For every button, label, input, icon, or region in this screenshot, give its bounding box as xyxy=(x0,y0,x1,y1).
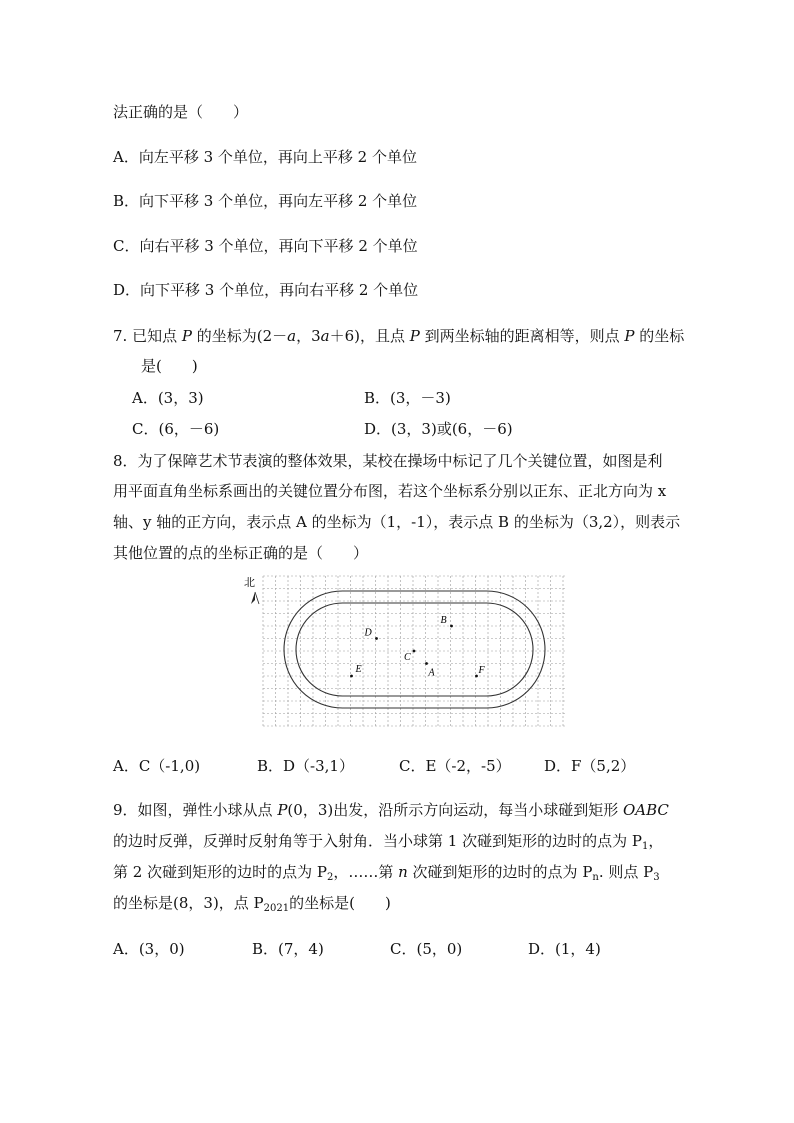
q7-text-1: 已知点 xyxy=(132,327,182,345)
q9-text-3c: 次碰到矩形的边时的点为 P xyxy=(407,863,593,881)
q7-text-2: 的坐标为(2－ xyxy=(191,327,288,345)
north-arrow-icon xyxy=(251,592,255,604)
q9-text-2: 的边时反弹，反弹时反射角等于入射角．当小球第 1 次碰到矩形的边时的点为 P xyxy=(113,832,642,850)
q9-sub-3: 3 xyxy=(653,872,660,883)
q7-var-a1: a xyxy=(287,327,297,345)
q8-stem-line4: 其他位置的点的坐标正确的是（ ） xyxy=(113,544,369,562)
point-e-dot xyxy=(350,675,353,678)
q9-stem-line1 xyxy=(113,799,669,820)
q8-option-b: B．D（-3,1） xyxy=(257,757,354,775)
q9-text-1a: 9．如图，弹性小球从点 xyxy=(113,801,278,819)
q9-var-n: n xyxy=(398,863,408,881)
point-a-label: A xyxy=(428,667,435,679)
q7-number: 7. xyxy=(113,327,128,345)
q7-point-p-2: P xyxy=(409,327,420,345)
point-b-label: B xyxy=(440,615,447,626)
q8-option-c: C．E（-2，-5） xyxy=(399,757,511,775)
q7-stem-line2: 是( ) xyxy=(141,357,198,375)
track-inner-boundary xyxy=(296,603,533,696)
q6-stem-tail: 法正确的是（ ） xyxy=(113,103,249,121)
point-e-label: E xyxy=(355,664,362,675)
q7-text-6: 的坐标 xyxy=(634,327,685,345)
q9-stem-line2 xyxy=(113,830,663,852)
q9-stem-line3 xyxy=(113,861,660,883)
point-c-dot xyxy=(413,650,416,653)
q9-text-3a: 第 2 次碰到矩形的边时的点为 P xyxy=(113,863,327,881)
q7-text-4: ＋6)，且点 xyxy=(329,327,410,345)
q8-option-a: A．C（-1,0) xyxy=(113,757,201,775)
q7-stem xyxy=(113,325,684,346)
q7-var-a2: a xyxy=(320,327,330,345)
q9-sub-1: 1 xyxy=(641,841,649,852)
point-b-dot xyxy=(450,625,453,628)
track-figure xyxy=(243,572,568,728)
point-f-label: F xyxy=(478,665,485,676)
north-label: 北 xyxy=(244,577,255,589)
q9-rect-name: OABC xyxy=(622,801,669,819)
q7-point-p: P xyxy=(181,327,192,345)
q9-stem-line4 xyxy=(113,892,391,914)
q9-point-p: P xyxy=(277,801,288,819)
q8-option-d: D．F（5,2） xyxy=(544,757,636,775)
point-c-label: C xyxy=(404,652,411,663)
figure-points xyxy=(350,615,485,679)
q9-sub-2021: 2021 xyxy=(263,903,290,914)
q9-option-c: C．(5，0) xyxy=(390,940,463,958)
q7-option-a: A．(3，3) xyxy=(132,389,204,407)
q9-text-4b: 的坐标是( ) xyxy=(289,894,391,912)
q7-option-c: C．(6，－6) xyxy=(132,420,220,438)
q9-text-2-end: ， xyxy=(648,832,664,850)
q9-sub-n: n xyxy=(592,872,599,883)
q6-option-a: A．向左平移 3 个单位，再向上平移 2 个单位 xyxy=(113,148,417,166)
point-a-dot xyxy=(425,662,428,665)
q9-option-a: A．(3，0) xyxy=(113,940,185,958)
q9-text-4a: 的坐标是(8，3)，点 P xyxy=(113,894,264,912)
q7-point-p-3: P xyxy=(624,327,635,345)
q6-option-d: D．向下平移 3 个单位，再向右平移 2 个单位 xyxy=(113,281,419,299)
q7-text-3: ，3 xyxy=(296,327,321,345)
track-outer-boundary xyxy=(284,591,545,708)
q9-option-d: D．(1，4) xyxy=(528,940,601,958)
q8-stem-line2: 用平面直角坐标系画出的关键位置分布图，若这个坐标系分别以正东、正北方向为 x xyxy=(113,482,667,500)
q8-stem-line3: 轴、y 轴的正方向，表示点 A 的坐标为（1，-1），表示点 B 的坐标为（3,2），则表示 xyxy=(113,513,681,531)
point-d-dot xyxy=(375,637,378,640)
q6-option-b: B．向下平移 3 个单位，再向左平移 2 个单位 xyxy=(113,192,418,210)
q6-option-c: C．向右平移 3 个单位，再向下平移 2 个单位 xyxy=(113,237,418,255)
q9-text-3d: . 则点 P xyxy=(598,863,654,881)
point-d-label: D xyxy=(364,627,372,639)
q9-text-3b: ，……第 xyxy=(333,863,399,881)
q7-option-b: B．(3，－3) xyxy=(364,389,451,407)
q9-option-b: B．(7，4) xyxy=(252,940,324,958)
q9-sub-2: 2 xyxy=(326,872,334,883)
north-arrow-right-edge xyxy=(255,592,259,604)
point-f-dot xyxy=(475,675,478,678)
q7-text-5: 到两坐标轴的距离相等，则点 xyxy=(419,327,625,345)
q8-stem-line1: 8．为了保障艺术节表演的整体效果，某校在操场中标记了几个关键位置，如图是利 xyxy=(113,452,663,470)
q7-option-d: D．(3，3)或(6，－6) xyxy=(364,420,513,438)
q9-text-1b: (0，3)出发，沿所示方向运动，每当小球碰到矩形 xyxy=(287,801,623,819)
